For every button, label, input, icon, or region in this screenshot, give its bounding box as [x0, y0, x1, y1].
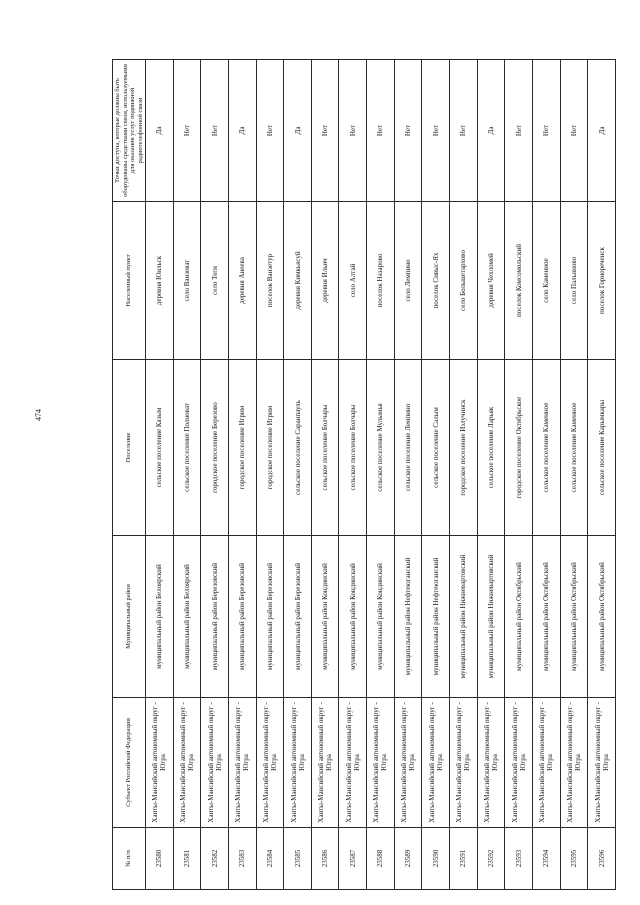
- cell-number: 23595: [560, 828, 588, 890]
- cell-settlement: городское поселение Излучинск: [450, 360, 478, 536]
- cell-number: 23585: [284, 828, 312, 890]
- cell-settlement: сельское поселение Лемпино: [394, 360, 422, 536]
- cell-number: 23586: [311, 828, 339, 890]
- table-body: [146, 60, 616, 890]
- cell-settlement: сельское поселение Болчары: [311, 360, 339, 536]
- cell-subject: Ханты-Мансийский автономный округ - Югра: [367, 698, 395, 828]
- cell-number: 23587: [339, 828, 367, 890]
- cell-subject: Ханты-Мансийский автономный округ - Югра: [560, 698, 588, 828]
- cell-settlement: сельское поселение Ларьяк: [477, 360, 505, 536]
- cell-number: 23591: [450, 828, 478, 890]
- table-row: [560, 60, 588, 890]
- cell-number: 23590: [422, 828, 450, 890]
- cell-settlement: сельское поселение Полноват: [173, 360, 201, 536]
- cell-locality: село Каменное: [532, 202, 560, 360]
- cell-locality: деревня Юильск: [146, 202, 174, 360]
- cell-subject: Ханты-Мансийский автономный округ - Югра: [339, 698, 367, 828]
- cell-number: 23583: [228, 828, 256, 890]
- cell-number: 23594: [532, 828, 560, 890]
- header-subject: Субъект Российской Федерации: [113, 698, 146, 828]
- table-row: [394, 60, 422, 890]
- cell-district: муниципальный район Кондинский: [367, 536, 395, 698]
- cell-number: 23581: [173, 828, 201, 890]
- header-row: [113, 60, 146, 890]
- table-row: [477, 60, 505, 890]
- cell-access-point: Нет: [450, 60, 478, 202]
- cell-access-point: Нет: [394, 60, 422, 202]
- table-row: [284, 60, 312, 890]
- table-row: [173, 60, 201, 890]
- cell-subject: Ханты-Мансийский автономный округ - Югра: [422, 698, 450, 828]
- cell-locality: село Лемпино: [394, 202, 422, 360]
- cell-settlement: городское поселение Игрим: [228, 360, 256, 536]
- table-row: [505, 60, 533, 890]
- cell-district: муниципальный район Нижневартовский: [477, 536, 505, 698]
- cell-number: 23582: [201, 828, 229, 890]
- cell-number: 23596: [588, 828, 616, 890]
- cell-subject: Ханты-Мансийский автономный округ - Югра: [228, 698, 256, 828]
- cell-subject: Ханты-Мансийский автономный округ - Югра: [146, 698, 174, 828]
- cell-access-point: Да: [228, 60, 256, 202]
- table-row: [588, 60, 616, 890]
- cell-number: 23588: [367, 828, 395, 890]
- cell-settlement: городское поселение Игрим: [256, 360, 284, 536]
- cell-district: муниципальный район Кондинский: [339, 536, 367, 698]
- cell-locality: деревня Кимкьясуй: [284, 202, 312, 360]
- cell-locality: село Алтай: [339, 202, 367, 360]
- cell-locality: деревня Ильич: [311, 202, 339, 360]
- cell-subject: Ханты-Мансийский автономный округ - Югра: [173, 698, 201, 828]
- cell-subject: Ханты-Мансийский автономный округ - Югра: [532, 698, 560, 828]
- cell-subject: Ханты-Мансийский автономный округ - Югра: [477, 698, 505, 828]
- cell-settlement: городское поселение Березово: [201, 360, 229, 536]
- header-district: Муниципальный район: [113, 536, 146, 698]
- cell-settlement: городское поселение Октябрьское: [505, 360, 533, 536]
- cell-access-point: Да: [477, 60, 505, 202]
- table-row: [201, 60, 229, 890]
- cell-locality: село Пальяново: [560, 202, 588, 360]
- cell-district: муниципальный район Октябрьский: [505, 536, 533, 698]
- cell-district: муниципальный район Березовский: [256, 536, 284, 698]
- cell-locality: поселок Сивыс-Ях: [422, 202, 450, 360]
- table-row: [339, 60, 367, 890]
- cell-access-point: Нет: [367, 60, 395, 202]
- cell-settlement: сельское поселение Болчары: [339, 360, 367, 536]
- cell-access-point: Да: [146, 60, 174, 202]
- cell-locality: село Теги: [201, 202, 229, 360]
- table-row: [256, 60, 284, 890]
- cell-settlement: сельское поселение Каменное: [532, 360, 560, 536]
- cell-settlement: сельское поселение Мулымья: [367, 360, 395, 536]
- cell-settlement: сельское поселение Каменное: [560, 360, 588, 536]
- table-row: [422, 60, 450, 890]
- cell-subject: Ханты-Мансийский автономный округ - Югра: [256, 698, 284, 828]
- cell-locality: село Ванзеват: [173, 202, 201, 360]
- cell-subject: Ханты-Мансийский автономный округ - Югра: [450, 698, 478, 828]
- cell-number: 23593: [505, 828, 533, 890]
- cell-settlement: сельское поселение Саранпауль: [284, 360, 312, 536]
- table-row: [367, 60, 395, 890]
- cell-access-point: Нет: [505, 60, 533, 202]
- cell-district: муниципальный район Березовский: [228, 536, 256, 698]
- header-settlement: Поселение: [113, 360, 146, 536]
- cell-district: муниципальный район Березовский: [284, 536, 312, 698]
- rotated-table-container: [112, 60, 616, 890]
- cell-settlement: сельское поселение Казым: [146, 360, 174, 536]
- cell-district: муниципальный район Нефтеюганский: [394, 536, 422, 698]
- table-header: [113, 60, 146, 890]
- cell-access-point: Нет: [422, 60, 450, 202]
- cell-number: 23584: [256, 828, 284, 890]
- cell-settlement: сельское поселение Салым: [422, 360, 450, 536]
- cell-subject: Ханты-Мансийский автономный округ - Югра: [588, 698, 616, 828]
- cell-number: 23592: [477, 828, 505, 890]
- cell-subject: Ханты-Мансийский автономный округ - Югра: [505, 698, 533, 828]
- cell-access-point: Нет: [311, 60, 339, 202]
- cell-access-point: Да: [284, 60, 312, 202]
- cell-access-point: Нет: [256, 60, 284, 202]
- cell-district: муниципальный район Белоярский: [146, 536, 174, 698]
- cell-locality: деревня Анеева: [228, 202, 256, 360]
- cell-access-point: Да: [588, 60, 616, 202]
- cell-access-point: Нет: [201, 60, 229, 202]
- cell-number: 23580: [146, 828, 174, 890]
- cell-locality: поселок Назарово: [367, 202, 395, 360]
- header-locality: Населенный пункт: [113, 202, 146, 360]
- cell-district: муниципальный район Октябрьский: [560, 536, 588, 698]
- header-access-point: Точки доступа, которые должны быть оборудованы средствами связи, используемыми для оказания услуг подвижной радиотелефонной связи: [113, 60, 146, 202]
- table-row: [532, 60, 560, 890]
- table-row: [228, 60, 256, 890]
- table-row: [311, 60, 339, 890]
- cell-access-point: Нет: [560, 60, 588, 202]
- cell-district: муниципальный район Нижневартовский: [450, 536, 478, 698]
- cell-district: муниципальный район Нефтеюганский: [422, 536, 450, 698]
- cell-district: муниципальный район Кондинский: [311, 536, 339, 698]
- table-row: [146, 60, 174, 890]
- cell-settlement: сельское поселение Карымкары: [588, 360, 616, 536]
- cell-access-point: Нет: [532, 60, 560, 202]
- settlements-table: [112, 59, 616, 890]
- cell-district: муниципальный район Октябрьский: [588, 536, 616, 698]
- cell-locality: село Большетархово: [450, 202, 478, 360]
- cell-locality: деревня Чехломей: [477, 202, 505, 360]
- header-number: № п/п: [113, 828, 146, 890]
- cell-district: муниципальный район Октябрьский: [532, 536, 560, 698]
- cell-subject: Ханты-Мансийский автономный округ - Югра: [201, 698, 229, 828]
- cell-district: муниципальный район Березовский: [201, 536, 229, 698]
- cell-access-point: Нет: [173, 60, 201, 202]
- cell-number: 23589: [394, 828, 422, 890]
- cell-locality: поселок Горнореченск: [588, 202, 616, 360]
- cell-district: муниципальный район Белоярский: [173, 536, 201, 698]
- cell-subject: Ханты-Мансийский автономный округ - Югра: [284, 698, 312, 828]
- cell-access-point: Нет: [339, 60, 367, 202]
- table-row: [450, 60, 478, 890]
- page-number: 474: [34, 409, 43, 421]
- cell-subject: Ханты-Мансийский автономный округ - Югра: [394, 698, 422, 828]
- cell-subject: Ханты-Мансийский автономный округ - Югра: [311, 698, 339, 828]
- cell-locality: поселок Ванзетур: [256, 202, 284, 360]
- cell-locality: поселок Комсомольский: [505, 202, 533, 360]
